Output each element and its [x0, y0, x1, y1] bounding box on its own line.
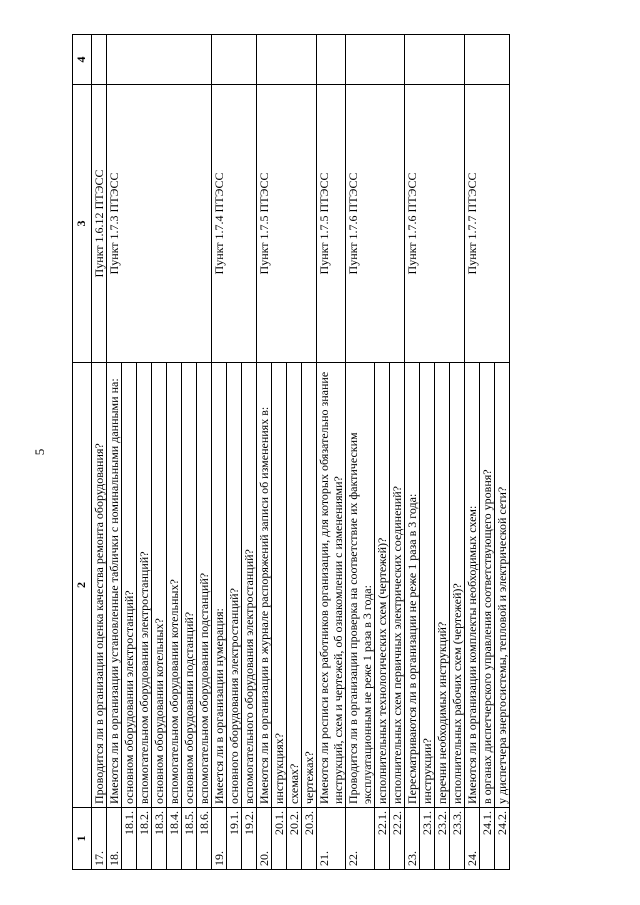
row-reference: Пункт 1.7.7 ПТЭСС	[465, 85, 510, 363]
row-question: Имеются ли в организации комплекты необходимых схем:	[465, 363, 480, 808]
table-row	[257, 35, 272, 870]
row-question: Проводится ли в организации проверка на соответствие их фактическим эксплуатационным не реже 1 раза в 3 года:	[346, 363, 375, 808]
header-row	[73, 35, 92, 870]
row-number: 24.2.	[495, 808, 510, 870]
row-question: основном оборудовании котельных?	[152, 363, 167, 808]
row-question: основного оборудования электростанций?	[227, 363, 242, 808]
row-number: 22.2.	[390, 808, 405, 870]
page-number: 5	[32, 448, 47, 456]
row-number: 23.2.	[435, 808, 450, 870]
table-row	[405, 35, 420, 870]
row-note	[92, 35, 107, 85]
row-question: исполнительных технологических схем (чертежей)?	[375, 363, 390, 808]
row-number: 19.1.	[227, 808, 242, 870]
row-number: 20.3.	[302, 808, 317, 870]
row-number: 18.4.	[167, 808, 182, 870]
row-number: 23.	[405, 808, 420, 870]
row-question: Имеется ли в организации нумерация:	[212, 363, 227, 808]
row-number: 18.6.	[197, 808, 212, 870]
row-number: 23.1.	[420, 808, 435, 870]
row-question: вспомогательном оборудовании электростанций?	[137, 363, 152, 808]
row-question: исполнительных схем первичных электрических соединений?	[390, 363, 405, 808]
row-question: исполнительных рабочих схем (чертежей)?	[450, 363, 465, 808]
row-question: инструкции?	[420, 363, 435, 808]
row-number: 20.2.	[287, 808, 302, 870]
row-question: Имеются ли в организации в журнале распоряжений записи об изменениях в:	[257, 363, 272, 808]
row-question: Проводится ли в организации оценка качества ремонта оборудования?	[92, 363, 107, 808]
table-rotator	[72, 35, 632, 870]
column-header: 1	[73, 808, 92, 870]
row-question: у диспетчера энергосистемы, тепловой и электрической сети?	[495, 363, 510, 808]
row-question: вспомогательном оборудовании котельных?	[167, 363, 182, 808]
row-note	[465, 35, 510, 85]
row-question: основном оборудовании подстанций?	[182, 363, 197, 808]
row-question: схемах?	[287, 363, 302, 808]
table-row	[317, 35, 346, 870]
column-header: 2	[73, 363, 92, 808]
row-number: 20.1.	[272, 808, 287, 870]
column-header: 4	[73, 35, 92, 85]
row-number: 22.	[346, 808, 375, 870]
table-row	[107, 35, 122, 870]
row-question: чертежах?	[302, 363, 317, 808]
row-question: Пересматриваются ли в организации не реже 1 раза в 3 года:	[405, 363, 420, 808]
row-note	[212, 35, 257, 85]
row-number: 20.	[257, 808, 272, 870]
table-row	[346, 35, 375, 870]
row-number: 18.1.	[122, 808, 137, 870]
table-row	[92, 35, 107, 870]
row-number: 17.	[92, 808, 107, 870]
row-note	[107, 35, 212, 85]
row-number: 19.	[212, 808, 227, 870]
row-reference: Пункт 1.7.6 ПТЭСС	[405, 85, 465, 363]
row-reference: Пункт 1.7.5 ПТЭСС	[317, 85, 346, 363]
checklist-table	[72, 34, 510, 870]
row-number: 19.2.	[242, 808, 257, 870]
row-note	[346, 35, 405, 85]
row-number: 24.	[465, 808, 480, 870]
row-number: 21.	[317, 808, 346, 870]
row-reference: Пункт 1.7.4 ПТЭСС	[212, 85, 257, 363]
table-row	[465, 35, 480, 870]
row-reference: Пункт 1.7.6 ПТЭСС	[346, 85, 405, 363]
row-number: 22.1.	[375, 808, 390, 870]
row-question: в органах диспетчерского управления соответствующего уровня?	[480, 363, 495, 808]
table-row	[212, 35, 227, 870]
row-question: Имеются ли в организации установленные таблички с номинальными данными на:	[107, 363, 122, 808]
row-note	[405, 35, 465, 85]
row-number: 24.1.	[480, 808, 495, 870]
row-question: вспомогательного оборудования электростанций?	[242, 363, 257, 808]
row-question: вспомогательном оборудовании подстанций?	[197, 363, 212, 808]
row-question: основном оборудовании электростанций?	[122, 363, 137, 808]
row-question: Имеются ли росписи всех работников организации, для которых обязательно знание инструкций, схем и чертежей, об ознакомлении с изменениями?	[317, 363, 346, 808]
row-note	[317, 35, 346, 85]
row-number: 23.3.	[450, 808, 465, 870]
row-question: инструкциях?	[272, 363, 287, 808]
row-number: 18.3.	[152, 808, 167, 870]
row-question: перечни необходимых инструкций?	[435, 363, 450, 808]
row-note	[257, 35, 317, 85]
row-reference: Пункт 1.7.5 ПТЭСС	[257, 85, 317, 363]
row-reference: Пункт 1.7.3 ПТЭСС	[107, 85, 212, 363]
column-header: 3	[73, 85, 92, 363]
row-number: 18.5.	[182, 808, 197, 870]
row-reference: Пункт 1.6.12 ПТЭСС	[92, 85, 107, 363]
row-number: 18.2.	[137, 808, 152, 870]
row-number: 18.	[107, 808, 122, 870]
